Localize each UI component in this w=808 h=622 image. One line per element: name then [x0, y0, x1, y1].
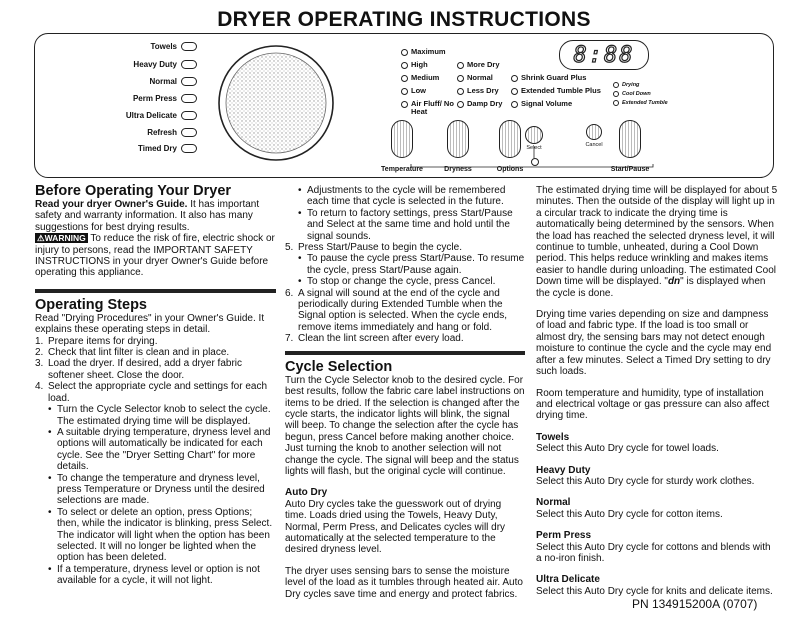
list-item: • To pause the cycle press Start/Pause. To resume the cycle, press Start/Pause again.	[298, 253, 525, 276]
cycle-selection-text: Turn the Cycle Selector knob to the desired cycle. For best results, follow the fabric care label instructions on items to be dried. If the selection is changed after the cycle starts, the indicator lights will blink, the signal will beep. To change the selection after the cycle has begun, press Cancel before making another choice. Just turning the knob to another selection will not change the cycle. The signal will beep and the status lights will flash, but the original cycle will continue.	[285, 374, 525, 477]
option-signal-volume[interactable]: Signal Volume	[511, 100, 572, 108]
dryness-option-less-dry[interactable]: Less Dry	[457, 87, 499, 95]
status-cool-down: Cool Down	[613, 91, 651, 97]
cycle-item-towels[interactable]: Towels	[97, 42, 197, 51]
list-item: 1. Prepare items for drying.	[35, 335, 158, 347]
drying-time-paragraph: Drying time varies depending on size and dampness of load and fabric type. If the load is too small or almost dry, the sensing bars may not detect enough moisture to continue the cycle and the cycle may end after a few minutes. Select a Timed Dry setting to dry such loads.	[536, 309, 772, 378]
ultra-delicate-text: Select this Auto Dry cycle for knits and delicate items.	[536, 585, 773, 597]
dryness-option-damp-dry[interactable]: Damp Dry	[457, 100, 502, 108]
steps-intro: Read "Drying Procedures" in your Owner's Guide. It explains these operating steps in detail.	[35, 312, 265, 336]
list-item: 6. A signal will sound at the end of the cycle and periodically during Extended Tumble when the Signal option is selected. When the cycle ends, remove items immediately and hang or fold.	[285, 287, 508, 333]
steps-list-continued	[285, 242, 525, 345]
list-item: • Turn the Cycle Selector knob to select the cycle. The estimated drying time will be displayed.	[48, 404, 276, 427]
cycle-item-perm-press[interactable]: Perm Press	[97, 94, 197, 103]
temp-option-medium[interactable]: Medium	[401, 74, 439, 82]
heading-cycle-selection: Cycle Selection	[285, 358, 393, 375]
auto-dry-text: Auto Dry cycles take the guesswork out of drying time. Loads dried using the Towels, Heavy Duty, Normal, Perm Press, and Delicates cycles will dry automatically at the selected temperature to the desired dryness level.	[285, 498, 506, 556]
temp-option-low[interactable]: Low	[401, 87, 426, 95]
warning-badge: ⚠WARNING	[37, 233, 86, 244]
heading-before-operating: Before Operating Your Dryer	[35, 183, 232, 199]
column-1	[35, 183, 276, 587]
steps-list	[35, 336, 276, 587]
read-guide-paragraph: Read your dryer Owner's Guide. It has important safety and warranty information. It also has many suggestions for best drying results.	[35, 199, 260, 233]
room-temp-paragraph: Room temperature and humidity, type of installation and electrical voltage or gas pressure can also affect drying time.	[536, 387, 770, 422]
section-divider	[35, 289, 276, 293]
status-extended-tumble: Extended Tumble	[613, 100, 668, 106]
time-display-digits: 8:88	[573, 42, 635, 68]
list-item: 4. Select the appropriate cycle and settings for each load. • Turn the Cycle Selector knob to select the cycle. The estimated drying time will be displayed. • A suitable drying temperature, dryness level and options will automatically be indicated for each cycle. See the "Dryer Setting Chart" for more details. • To change the temperature and dryness level, press Temperature or Dryness until the desired selections are made. • To select or delete an option, press Options; then, while the indicator is blinking, press Select. The indicator will light when the option has been selected. It will no longer be lighted when the option has been deleted. • If a temperature, dryness level or option is not available for a cycle, it will not light.	[35, 381, 276, 586]
perm-press-text: Select this Auto Dry cycle for cottons and blends with a no-iron finish.	[536, 541, 771, 564]
select-label: Select	[526, 145, 542, 151]
step5-bullets	[298, 253, 525, 287]
list-item: • If a temperature, dryness level or option is not available for a cycle, it will not light.	[48, 564, 276, 587]
normal-text: Select this Auto Dry cycle for cotton items.	[536, 508, 723, 520]
display-paragraph: The estimated drying time will be displayed for about 5 minutes. Then the outside of the display will light up in a circular track to indicate the drying time is automatically being determined by the sensors. When the load has reached the selected dryness level, it will continue to tumble, unheated, during a Cool Down period. This helps reduce wrinkling and makes items easier to handle during unloading. The estimated Cool Down time will be displayed. "dn" is displayed when the cycle is done.	[536, 185, 778, 299]
list-item: • To return to factory settings, press Start/Pause and Select at the same time and hold until the signal sounds.	[298, 208, 525, 242]
control-panel	[34, 33, 774, 178]
heading-normal: Normal	[536, 497, 571, 509]
step4-bullets	[48, 404, 276, 587]
towels-text: Select this Auto Dry cycle for towel loads.	[536, 443, 719, 455]
list-item: 3. Load the dryer. If desired, add a dryer fabric softener sheet. Close the door.	[35, 358, 242, 381]
start-pause-label: Start/Pause	[610, 166, 650, 173]
panel-connector-lines	[35, 34, 775, 179]
cycle-item-refresh[interactable]: Refresh	[97, 128, 197, 137]
list-item: • To stop or change the cycle, press Cancel.	[298, 276, 525, 287]
temp-option-air-fluff[interactable]: Air Fluff/ No Heat	[401, 100, 455, 116]
temp-option-maximum[interactable]: Maximum	[401, 48, 446, 56]
status-drying: Drying	[613, 82, 639, 88]
list-item: • To change the temperature and dryness level, press Temperature or Dryness until the desired selections are made.	[48, 473, 276, 507]
cancel-label: Cancel	[585, 142, 603, 148]
sensing-text: The dryer uses sensing bars to sense the moisture level of the load as it tumbles through heated air. Auto Dry cycles save time and energy and protect fabrics.	[285, 565, 523, 600]
option-extended-tumble-plus[interactable]: Extended Tumble Plus	[511, 87, 601, 95]
temperature-label: Temperature	[381, 166, 423, 173]
cycle-item-heavy-duty[interactable]: Heavy Duty	[97, 60, 197, 69]
heading-ultra-delicate: Ultra Delicate	[536, 574, 600, 586]
heading-auto-dry: Auto Dry	[285, 487, 328, 499]
warning-paragraph: ⚠WARNING To reduce the risk of fire, electric shock or injury to persons, read the IMPORTANT SAFETY INSTRUCTIONS in your dryer Owner's Guide before operating this appliance.	[35, 233, 275, 279]
cycle-item-ultra-delicate[interactable]: Ultra Delicate	[97, 111, 197, 120]
dryness-label: Dryness	[444, 166, 472, 173]
page-title: DRYER OPERATING INSTRUCTIONS	[217, 8, 591, 31]
list-item: • To select or delete an option, press Options; then, while the indicator is blinking, press Select. The indicator will light when the option has been selected. It will no longer be lighted when the option has been deleted.	[48, 507, 276, 564]
option-shrink-guard-plus[interactable]: Shrink Guard Plus	[511, 74, 586, 82]
list-item: 2. Check that lint filter is clean and in place.	[35, 347, 230, 359]
cycle-item-normal[interactable]: Normal	[97, 77, 197, 86]
section-divider	[285, 351, 525, 355]
cycle-item-timed-dry[interactable]: Timed Dry	[97, 144, 197, 153]
options-label: Options	[496, 166, 524, 173]
cycle-bullets-top	[285, 185, 525, 242]
list-item: 5. Press Start/Pause to begin the cycle. • To pause the cycle press Start/Pause. To resume the cycle, press Start/Pause again. • To stop or change the cycle, press Cancel.	[285, 242, 525, 288]
list-item: • Adjustments to the cycle will be remembered each time that cycle is selected in the future.	[298, 185, 525, 208]
heavy-duty-text: Select this Auto Dry cycle for sturdy work clothes.	[536, 475, 755, 487]
heading-towels: Towels	[536, 431, 570, 443]
heading-perm-press: Perm Press	[536, 530, 592, 542]
heading-heavy-duty: Heavy Duty	[536, 464, 591, 476]
temp-option-high[interactable]: High	[401, 61, 428, 69]
list-item: 7. Clean the lint screen after every load.	[285, 333, 464, 345]
dryness-option-normal[interactable]: Normal	[457, 74, 493, 82]
heading-operating-steps: Operating Steps	[35, 296, 147, 313]
column-2	[285, 185, 525, 600]
list-item: • A suitable drying temperature, dryness level and options will automatically be indicated for each cycle. See the "Dryer Setting Chart" for more details.	[48, 427, 276, 473]
column-3	[536, 185, 778, 597]
part-number: PN 134915200A (0707)	[632, 597, 758, 611]
dryness-option-more-dry[interactable]: More Dry	[457, 61, 500, 69]
